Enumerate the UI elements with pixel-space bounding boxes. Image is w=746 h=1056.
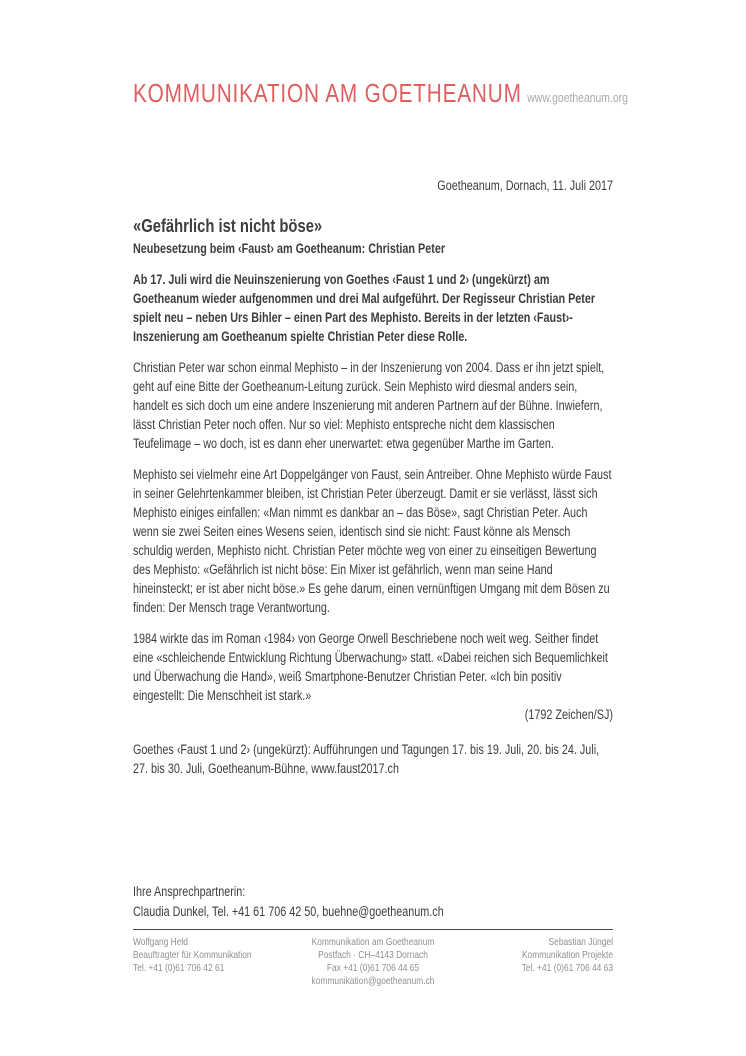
brand-website-url: www.goetheanum.org <box>527 90 628 105</box>
contact-intro: Ihre Ansprechpartnerin: <box>133 884 246 899</box>
footer-column-center <box>294 936 452 988</box>
article-body <box>133 176 613 778</box>
event-info: Goethes ‹Faust 1 und 2› (ungekürzt): Aufführungen und Tagungen 17. bis 19. Juli, 20. bis 24. Juli, 27. bis 30. Juli, Goetheanum-Bühne, www.faust2017.ch <box>133 742 600 776</box>
footer-center-email: kommunikation@goetheanum.ch <box>311 975 435 987</box>
contact-block <box>133 882 613 922</box>
footer-left-role: Beauftragter für Kommunikation <box>133 949 252 961</box>
article-subtitle: Neubesetzung beim ‹Faust› am Goetheanum: Christian Peter <box>133 241 446 256</box>
footer-right-phone: Tel. +41 (0)61 706 44 63 <box>521 962 613 974</box>
brand-title: KOMMUNIKATION AM GOETHEANUM <box>133 78 522 108</box>
footer <box>133 929 613 988</box>
body-paragraph-2: Mephisto sei vielmehr eine Art Doppelgänger von Faust, sein Antreiber. Ohne Mephisto würde Faust in seiner Gelehrtenkammer bleiben, ist Christian Peter überzeugt. Damit er sie verlässt, lässt sich Mephisto einiges einfallen: «Man nimmt es dankbar an – das Böse», sagt Christian Peter. Auch wenn sie zwei Seiten eines Wesens seien, identisch sind sie nicht: Faust könne als Mensch schuldig werden, Mephisto nicht. Christian Peter möchte weg von einer zu einseitigen Bewertung des Mephisto: «Gefährlich ist nicht böse: Ein Mixer ist gefährlich, wenn man seine Hand hineinsteckt; er ist aber nicht böse.» Es gehe darum, einen vernünftigen Umgang mit dem Bösen zu finden: Der Mensch trage Verantwortung. <box>133 467 612 615</box>
body-paragraph-3: 1984 wirkte das im Roman ‹1984› von George Orwell Beschriebene noch weit weg. Seither findet eine «schleichende Entwicklung Richtung Überwachung» statt. «Dabei reichen sich Bequemlichkeit und Überwachung die Hand», weiß Smartphone-Benutzer Christian Peter. «Ich bin positiv eingestellt: Die Menschheit ist stark.» <box>133 631 608 703</box>
body-paragraph-1: Christian Peter war schon einmal Mephisto – in der Inszenierung von 2004. Dass er ihn jetzt spielt, geht auf eine Bitte der Goetheanum-Leitung zurück. Sein Mephisto wird diesmal anders sein, handelt es sich doch um eine andere Inszenierung mit anderen Partnern auf der Bühne. Inwiefern, lässt Christian Peter noch offen. Nur so viel: Mephisto entspreche nicht dem klassischen Teufelimage – wo doch, ist es dann eher unerwartet: etwa gegenüber Marthe im Garten. <box>133 360 605 451</box>
footer-right-name: Sebastian Jüngel <box>548 936 613 948</box>
footer-column-left <box>133 936 291 988</box>
letterhead <box>133 78 629 109</box>
contact-details: Claudia Dunkel, Tel. +41 61 706 42 50, buehne@goetheanum.ch <box>133 904 444 919</box>
dateline: Goetheanum, Dornach, 11. Juli 2017 <box>437 178 613 193</box>
footer-center-address: Postfach · CH–4143 Dornach <box>318 949 428 961</box>
footer-center-fax: Fax +41 (0)61 706 44 65 <box>326 962 420 974</box>
footer-right-role: Kommunikation Projekte <box>521 949 613 961</box>
lead-paragraph: Ab 17. Juli wird die Neuinszenierung von Goethes ‹Faust 1 und 2› (ungekürzt) am Goetheanum wieder aufgenommen und drei Mal aufgeführt. Der Regisseur Christian Peter spielt neu – neben Urs Bihler – einen Part des Mephisto. Bereits in der letzten ‹Faust›-Inszenierung am Goetheanum spielte Christian Peter diese Rolle. <box>133 272 596 344</box>
article-title: «Gefährlich ist nicht böse» <box>133 215 323 236</box>
footer-left-phone: Tel. +41 (0)61 706 42 61 <box>133 962 225 974</box>
footer-left-name: Wolfgang Held <box>133 936 188 948</box>
footer-column-right <box>455 936 613 988</box>
character-count: (1792 Zeichen/SJ) <box>524 707 613 722</box>
footer-center-org: Kommunikation am Goetheanum <box>311 936 435 948</box>
